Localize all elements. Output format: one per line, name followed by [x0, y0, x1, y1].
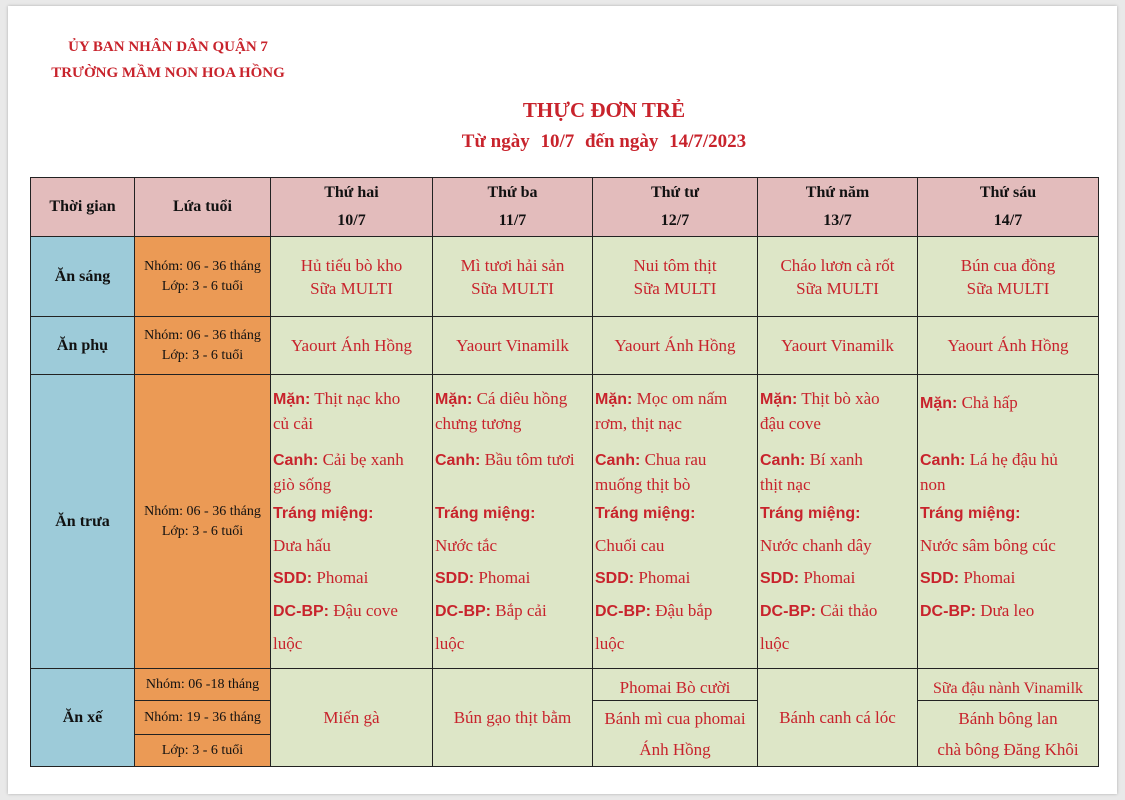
afternoon-thu: Bánh canh cá lóc — [758, 669, 918, 767]
snack-fri: Yaourt Ánh Hồng — [918, 317, 1099, 375]
snack-tue: Yaourt Vinamilk — [433, 317, 593, 375]
afternoon-age-b: Nhóm: 19 - 36 tháng — [135, 701, 271, 735]
header-day-mon: Thứ hai 10/7 — [271, 178, 433, 237]
afternoon-wed-a: Phomai Bò cười — [593, 669, 758, 701]
header-age: Lứa tuổi — [135, 178, 271, 237]
header-day-thu: Thứ năm 13/7 — [758, 178, 918, 237]
header-time: Thời gian — [31, 178, 135, 237]
breakfast-mon: Hủ tiếu bò kho Sữa MULTI — [271, 237, 433, 317]
afternoon-fri-b: Bánh bông lan chà bông Đăng Khôi — [918, 701, 1099, 767]
snack-row — [31, 317, 1099, 375]
header-row — [31, 178, 1099, 237]
snack-wed: Yaourt Ánh Hồng — [593, 317, 758, 375]
afternoon-age-c: Lớp: 3 - 6 tuổi — [135, 735, 271, 767]
afternoon-mon: Miến gà — [271, 669, 433, 767]
breakfast-row — [31, 237, 1099, 317]
breakfast-fri: Bún cua đồng Sữa MULTI — [918, 237, 1099, 317]
breakfast-thu: Cháo lươn cà rốt Sữa MULTI — [758, 237, 918, 317]
date-range: Từ ngày 10/7 đến ngày 14/7/2023 — [461, 131, 747, 152]
header-day-wed: Thứ tư 12/7 — [593, 178, 758, 237]
lunch-mon: Mặn: Thịt nạc kho củ cải Canh: Cải bẹ xanh giò sống Tráng miệng: Dưa hấu SDD: Phomai DC-BP: Đậu cove luộc — [271, 375, 433, 669]
header-day-tue: Thứ ba 11/7 — [433, 178, 593, 237]
org-district: ỦY BAN NHÂN DÂN QUẬN 7 — [68, 39, 268, 55]
menu-title: THỰC ĐƠN TRẺ — [522, 98, 686, 122]
weekly-menu-table — [30, 177, 1099, 767]
breakfast-age: Nhóm: 06 - 36 tháng Lớp: 3 - 6 tuổi — [135, 237, 271, 317]
breakfast-tue: Mì tươi hải sản Sữa MULTI — [433, 237, 593, 317]
afternoon-tue: Bún gạo thịt bằm — [433, 669, 593, 767]
lunch-row — [31, 375, 1099, 669]
lunch-fri: Mặn: Chả hấp Canh: Lá hẹ đậu hủ non Tráng miệng: Nước sâm bông cúc SDD: Phomai DC-BP: Dưa leo — [918, 375, 1099, 669]
afternoon-age-a: Nhóm: 06 -18 tháng — [135, 669, 271, 701]
lunch-age: Nhóm: 06 - 36 tháng Lớp: 3 - 6 tuổi — [135, 375, 271, 669]
breakfast-label: Ăn sáng — [31, 237, 135, 317]
lunch-thu: Mặn: Thịt bò xào đậu cove Canh: Bí xanh thịt nạc Tráng miệng: Nước chanh dây SDD: Phomai DC-BP: Cải thảo luộc — [758, 375, 918, 669]
afternoon-label: Ăn xế — [31, 669, 135, 767]
lunch-tue: Mặn: Cá diêu hồng chưng tương Canh: Bầu tôm tươi Tráng miệng: Nước tắc SDD: Phomai DC-BP: Bắp cải luộc — [433, 375, 593, 669]
header-day-fri: Thứ sáu 14/7 — [918, 178, 1099, 237]
snack-age: Nhóm: 06 - 36 tháng Lớp: 3 - 6 tuổi — [135, 317, 271, 375]
snack-label: Ăn phụ — [31, 317, 135, 375]
afternoon-fri-a: Sữa đậu nành Vinamilk — [918, 669, 1099, 701]
lunch-label: Ăn trưa — [31, 375, 135, 669]
lunch-wed: Mặn: Mọc om nấm rơm, thịt nạc Canh: Chua rau muống thịt bò Tráng miệng: Chuối cau SDD: Phomai DC-BP: Đậu bắp luộc — [593, 375, 758, 669]
org-school: TRƯỜNG MẦM NON HOA HỒNG — [51, 65, 285, 81]
snack-mon: Yaourt Ánh Hồng — [271, 317, 433, 375]
afternoon-row-1 — [31, 669, 1099, 701]
afternoon-wed-b: Bánh mì cua phomai Ánh Hồng — [593, 701, 758, 767]
snack-thu: Yaourt Vinamilk — [758, 317, 918, 375]
breakfast-wed: Nui tôm thịt Sữa MULTI — [593, 237, 758, 317]
